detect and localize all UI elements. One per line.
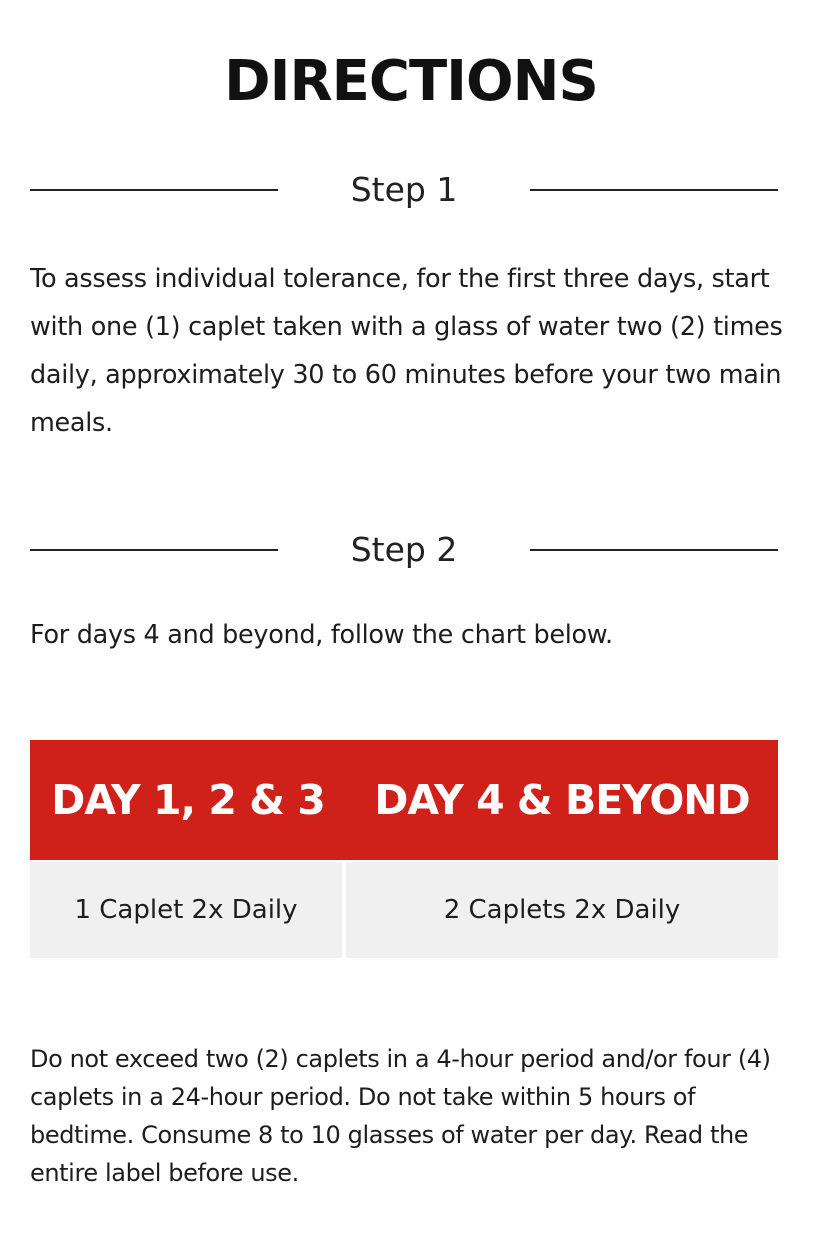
step-1-instructions: To assess individual tolerance, for the first three days, start with one (1) caplet taken with a glass of water two (2) times daily, approximately 30 to 60 minutes before your two main meals. xyxy=(30,264,783,438)
step-2-instructions: For days 4 and beyond, follow the chart below. xyxy=(30,620,613,650)
divider-line xyxy=(530,189,778,191)
dosage-chart-cell-days-1-3: 1 Caplet 2x Daily xyxy=(30,862,342,958)
divider-line xyxy=(530,549,778,551)
step-2-header xyxy=(30,528,778,572)
step-2-label: Step 2 xyxy=(350,530,458,569)
warning-text: Do not exceed two (2) caplets in a 4-hour period and/or four (4) caplets in a 24-hour period. Do not take within 5 hours of bedtime. Consume 8 to 10 glasses of water per day. Read the entire label before use. xyxy=(30,1045,771,1187)
page-title: DIRECTIONS xyxy=(224,49,598,114)
step-1-header xyxy=(30,168,778,212)
step-1-label: Step 1 xyxy=(350,170,458,209)
dosage-chart-header-day-4-beyond: DAY 4 & BEYOND xyxy=(374,776,750,824)
dosage-chart-cell-day-4-beyond: 2 Caplets 2x Daily xyxy=(346,862,778,958)
dosage-chart-header-days-1-3: DAY 1, 2 & 3 xyxy=(51,776,325,824)
dosage-chart-table xyxy=(30,740,778,958)
